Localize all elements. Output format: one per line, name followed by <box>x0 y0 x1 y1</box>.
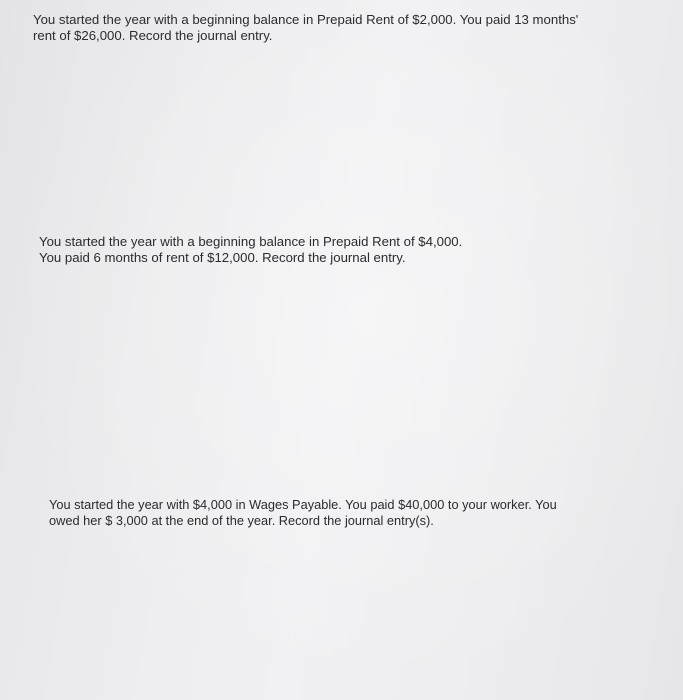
question-line: rent of $26,000. Record the journal entry. <box>33 28 273 43</box>
question-line: You paid 6 months of rent of $12,000. Record the journal entry. <box>39 250 406 265</box>
question-line: You started the year with a beginning balance in Prepaid Rent of $4,000. <box>39 234 463 249</box>
question-line: You started the year with a beginning balance in Prepaid Rent of $2,000. You paid 13 months' <box>33 12 579 27</box>
question-prepaid-rent-13-months <box>33 12 578 44</box>
question-prepaid-rent-6-months <box>39 234 462 266</box>
question-line: You started the year with $4,000 in Wages Payable. You paid $40,000 to your worker. You <box>49 497 557 512</box>
question-wages-payable <box>49 497 557 529</box>
question-line: owed her $ 3,000 at the end of the year. Record the journal entry(s). <box>49 513 434 528</box>
